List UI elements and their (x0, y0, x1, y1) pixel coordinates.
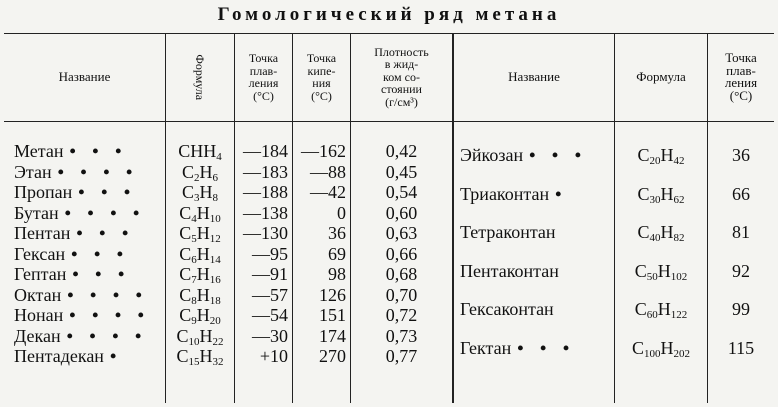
element-name (14, 162, 164, 182)
element-name-text: Декан (14, 325, 61, 346)
melting-point: —130 (243, 223, 288, 243)
page-title: Гомологический ряд метана (217, 4, 561, 25)
leader-dots: • • • (71, 243, 130, 264)
melting-point: —183 (243, 161, 288, 182)
boiling-point: 270 (319, 346, 346, 366)
leader-dots: • • • • (57, 161, 139, 182)
element-name-text: Триаконтан (460, 183, 550, 204)
melting-point: 99 (732, 299, 750, 319)
element-name (460, 261, 620, 281)
boiling-point: 98 (328, 264, 346, 284)
boiling-point: 0 (337, 202, 346, 223)
header-density: Плотность в жид- ком со- стоянии (г/см³) (374, 44, 429, 109)
element-name-text: Пентаконтан (460, 260, 559, 281)
element-formula: $C_{40}H_{82}$ (637, 222, 685, 244)
element-name-text: Метан (14, 141, 64, 161)
melting-point: 36 (732, 145, 750, 165)
element-name-text: Тетраконтан (460, 222, 556, 242)
melting-point: 92 (732, 260, 750, 281)
boiling-point: 151 (319, 305, 346, 325)
leader-dots: • (109, 346, 123, 366)
density-value: 0,60 (385, 202, 418, 223)
boiling-point: 36 (328, 223, 346, 243)
leader-dots: • • • (69, 141, 128, 161)
element-formula: $C_2H_6$ (181, 161, 218, 184)
element-name (14, 244, 164, 264)
element-formula: $C_3H_8$ (181, 182, 218, 204)
element-name (460, 299, 620, 319)
element-formula: $C_{15}H_{32}$ (176, 346, 224, 368)
density-value: 0,66 (385, 243, 418, 264)
melting-point: —188 (243, 182, 288, 202)
leader-dots: • • • (72, 264, 131, 284)
boiling-point: —42 (310, 182, 346, 202)
boiling-point: 69 (328, 243, 346, 264)
header-formula (166, 34, 234, 120)
element-name-text: Гектан (460, 337, 512, 358)
density-value: 0,72 (385, 305, 418, 325)
element-formula: $C_4H_{10}$ (179, 202, 221, 225)
element-name (460, 222, 620, 242)
leader-dots: • • • • (64, 202, 146, 223)
density-value: 0,68 (385, 264, 418, 284)
density-value: 0,45 (385, 161, 418, 182)
boiling-point: —162 (301, 141, 346, 161)
element-name-text: Гексан (14, 243, 66, 264)
melting-point: —95 (252, 243, 288, 264)
leader-dots: • • • (529, 145, 587, 165)
leader-dots: • • • • (67, 284, 148, 305)
element-name (14, 223, 164, 243)
element-name (14, 285, 164, 305)
element-formula: $C_{10}H_{22}$ (176, 325, 224, 348)
element-name (460, 184, 620, 204)
element-name (460, 338, 620, 358)
element-name (14, 264, 164, 284)
element-name (14, 346, 164, 366)
melting-point: 115 (727, 337, 755, 358)
header-name: Название (58, 68, 111, 84)
boiling-point: 174 (319, 325, 346, 346)
density-value: 0,73 (385, 325, 418, 346)
leader-dots: • (555, 183, 568, 204)
melting-point: —57 (252, 284, 288, 305)
element-name (14, 182, 164, 202)
element-name-text: Пентадекан (14, 346, 104, 366)
header-name-2: Название (508, 68, 560, 84)
element-name-text: Эйкозан (460, 145, 524, 165)
melting-point: —30 (252, 325, 288, 346)
element-formula: $C_8H_{18}$ (179, 284, 221, 307)
melting-point: —91 (252, 264, 288, 284)
header-melting-2: Точка плав- ления (°С) (724, 50, 758, 103)
melting-point: —184 (243, 141, 288, 161)
element-formula: $C_{100}H_{202}$ (631, 337, 690, 360)
header-boiling: Точка кипе- ния (°С) (306, 51, 337, 103)
melting-point: 66 (732, 183, 750, 204)
element-formula: $C_{30}H_{62}$ (637, 183, 685, 206)
leader-dots: • • • (517, 337, 576, 358)
leader-dots: • • • (78, 182, 137, 202)
element-name-text: Бутан (14, 202, 59, 223)
header-melting: Точка плав- ления (°С) (248, 51, 279, 103)
element-formula: $C_5H_{12}$ (179, 223, 221, 245)
header-formula-2: Формула (636, 68, 686, 84)
element-name-text: Этан (14, 161, 52, 182)
element-name (14, 305, 164, 325)
element-formula: $C_6H_{14}$ (179, 243, 221, 266)
leader-dots: • • • (76, 223, 135, 243)
element-name-text: Гептан (14, 264, 67, 284)
melting-point: —54 (252, 305, 288, 325)
element-name-text: Нонан (14, 305, 64, 325)
melting-point: +10 (259, 346, 288, 366)
element-formula: $C_{20}H_{42}$ (637, 145, 685, 167)
leader-dots: • • • • (66, 325, 148, 346)
element-name (460, 145, 620, 165)
density-value: 0,77 (385, 346, 418, 366)
melting-point: —138 (243, 202, 288, 223)
density-value: 0,63 (385, 223, 418, 243)
boiling-point: 126 (319, 284, 346, 305)
element-name-text: Октан (14, 284, 62, 305)
element-formula: $C_9H_{20}$ (179, 305, 221, 327)
element-name-text: Гексаконтан (460, 299, 554, 319)
element-formula: $C_{60}H_{122}$ (634, 299, 688, 321)
leader-dots: • • • • (69, 305, 150, 325)
melting-point: 81 (732, 222, 750, 242)
element-name (14, 141, 164, 161)
density-value: 0,54 (385, 182, 418, 202)
element-name-text: Пентан (14, 223, 71, 243)
element-name (14, 326, 164, 346)
density-value: 0,42 (385, 141, 418, 161)
element-name-text: Пропан (14, 182, 73, 202)
element-formula: $C_{50}H_{102}$ (634, 260, 688, 283)
header-formula-text: Формула (193, 54, 208, 100)
density-value: 0,70 (385, 284, 418, 305)
boiling-point: —88 (310, 161, 346, 182)
element-name (14, 203, 164, 223)
element-formula: $C_7H_{16}$ (179, 264, 221, 286)
element-formula: $CHH_4$ (178, 141, 222, 163)
header-bottom-rule (4, 121, 774, 122)
